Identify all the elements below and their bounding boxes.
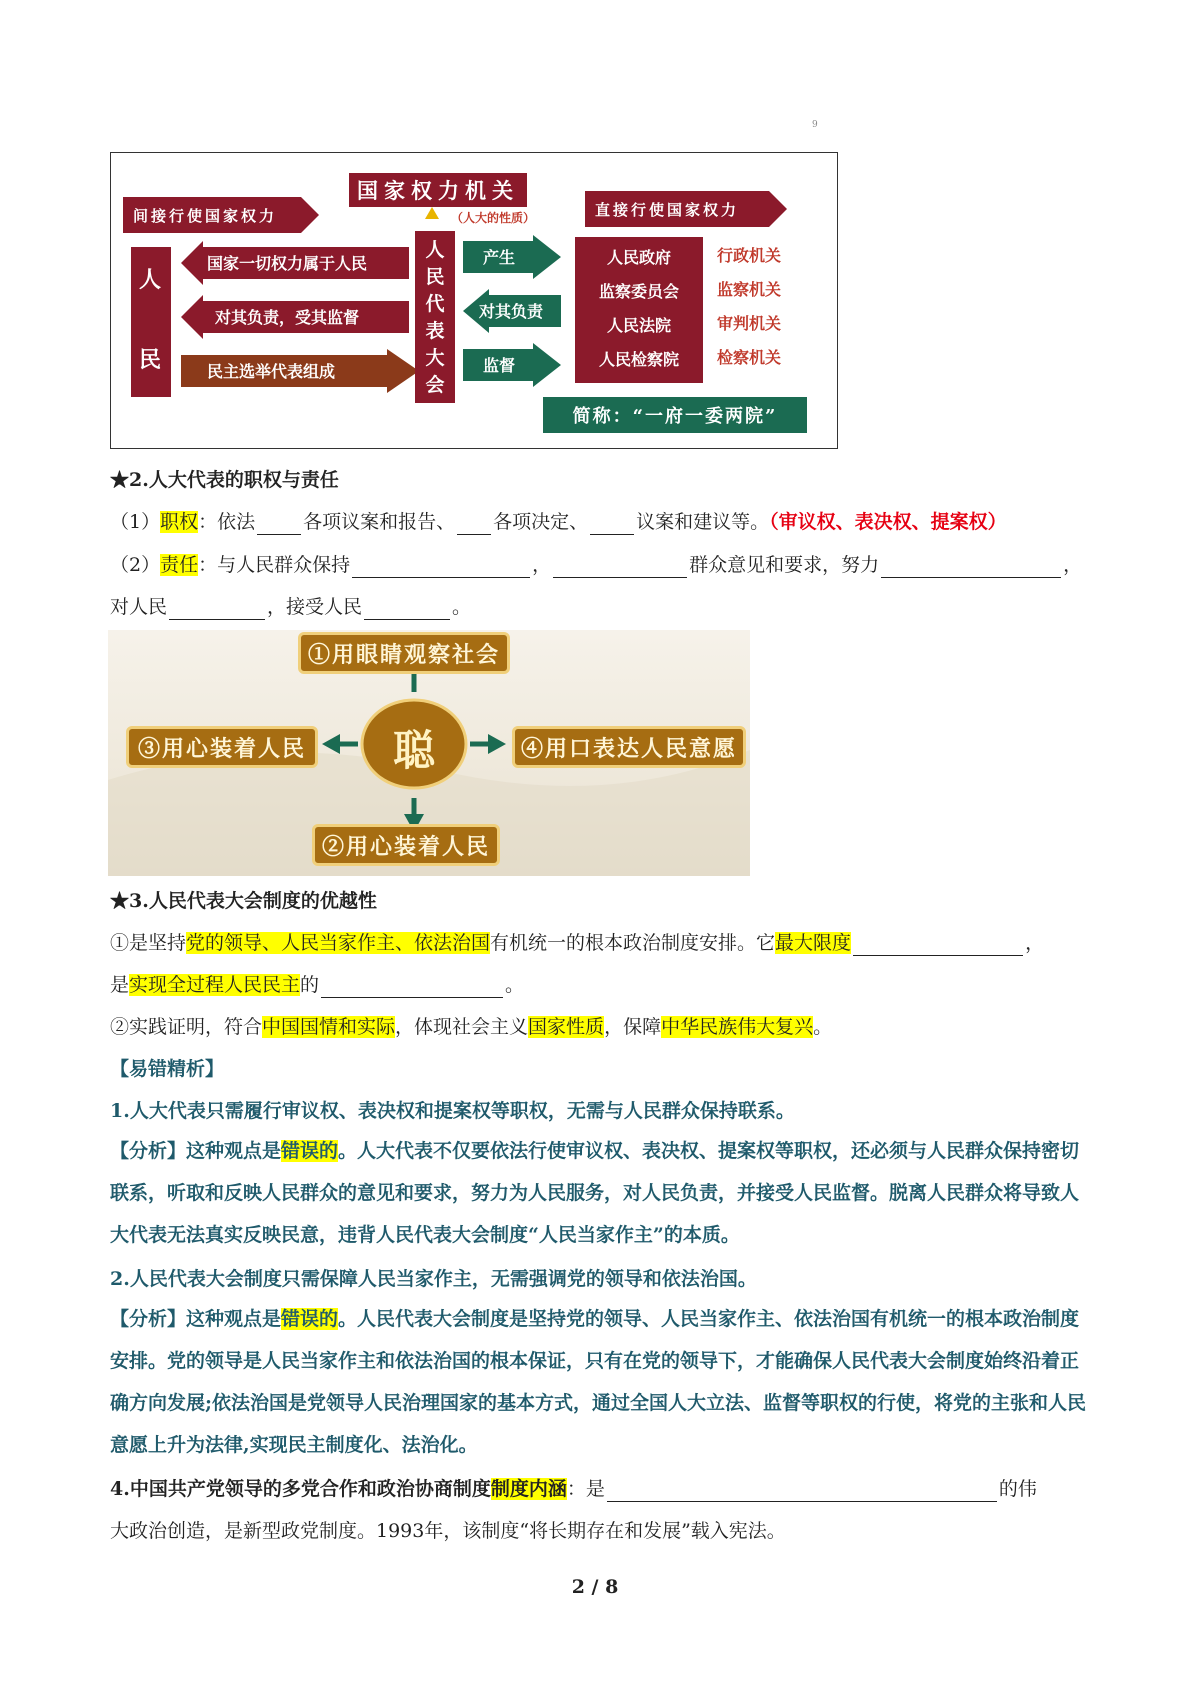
organ-type-supervisory: 监察机关 — [717, 280, 782, 299]
p1-highlight-unity: 党的领导、人民当家作主、依法治国 — [186, 932, 491, 954]
supervise-arrow-label: 监督 — [483, 356, 516, 375]
p2-text-b: 的 — [300, 974, 320, 996]
produce-arrow-label: 产生 — [483, 248, 516, 267]
section4-line2: 大政治创造，是新型政党制度。1993年，该制度“将长期存在和发展”载入宪法。 — [110, 1520, 786, 1542]
left-arrow-2-label: 对其负责，受其监督 — [215, 308, 360, 327]
p1-highlight-max: 最大限度 — [775, 932, 852, 954]
abbreviation-banner: 简称：“一府一委两院” — [543, 397, 807, 433]
p3-text-d: 。 — [813, 1016, 833, 1038]
a2-text: 。人民代表大会制度是坚持党的领导、人民当家作主、依法治国有机统一的根本政治制度安排。党的领导是人民当家作主和依法治国的根本保证，只有在党的领导下，才能确保人民代表大会制度始终沿着正确方向发展;依法治国是党领导人民治理国家的基本方式，通过全国人大立法、监督等职权的行使，将党的主张和人民意愿上升为法律,实现民主制度化、法治化。 — [110, 1308, 1087, 1456]
state-power-organ-title: 国家权力机关 — [349, 173, 527, 207]
l1-text-a: ：依法 — [198, 511, 256, 533]
npc-char-2: 民 — [425, 266, 445, 288]
people-box — [131, 247, 171, 397]
p1-text-b: 有机统一的根本政治制度安排。它 — [490, 932, 776, 954]
error-analysis-1 — [110, 1130, 1090, 1260]
organ-type-executive: 行政机关 — [717, 246, 782, 265]
cong-left-pill: ③用心装着人民 — [126, 726, 318, 768]
section4-colon: ：是 — [566, 1478, 605, 1500]
election-arrow-label: 民主选举代表组成 — [207, 362, 336, 381]
organ-procuratorate: 人民检察院 — [598, 350, 679, 369]
l1-text-d: 议案和建议等。 — [636, 511, 770, 533]
section3-p2 — [110, 972, 524, 998]
section2-line2 — [110, 552, 1082, 578]
npc-char-6: 会 — [425, 374, 445, 396]
blank-guarantee[interactable] — [321, 977, 503, 998]
l1-text-b: 各项议案和报告、 — [303, 511, 456, 533]
p2-text-a: 是 — [110, 974, 130, 996]
organs-box — [575, 237, 703, 383]
left-arrow-1-label: 国家一切权力属于人民 — [207, 254, 368, 273]
powers-answer: （审议权、表决权、提案权） — [769, 511, 1007, 533]
people-char-top: 人 — [139, 267, 162, 293]
cong-bottom-pill: ②用心装着人民 — [312, 824, 500, 866]
l1-prefix: （1） — [110, 511, 161, 533]
p1-text-a: ①是坚持 — [110, 932, 187, 954]
section3-title: ★3.人民代表大会制度的优越性 — [110, 890, 377, 912]
blank-creation[interactable] — [607, 1481, 997, 1502]
section4-tail: 的伟 — [998, 1478, 1037, 1500]
npc-box — [415, 231, 455, 403]
powers-highlight: 职权 — [160, 511, 199, 533]
blank-propose[interactable] — [590, 514, 634, 535]
error-question-1: 1.人大代表只需履行审议权、表决权和提案权等职权，无需与人民群众保持联系。 — [110, 1100, 795, 1122]
organ-type-procuratorial: 检察机关 — [717, 348, 782, 367]
blank-max[interactable] — [853, 935, 1023, 956]
l2-text-c: 群众意见和要求，努力 — [689, 554, 880, 576]
a1-text: 。人大代表不仅要依法行使审议权、表决权、提案权等职权，还必须与人民群众保持密切联系，听取和反映人民群众的意见和要求，努力为人民服务，对人民负责，并接受人民监督。脱离人民群众将导致人大代表无法真实反映民意，违背人民代表大会制度“人民当家作主”的本质。 — [110, 1140, 1080, 1246]
section2-title: ★2.人大代表的职权与责任 — [110, 469, 339, 491]
section4-highlight: 制度内涵 — [490, 1478, 567, 1500]
a1-prefix: 【分析】这种观点是 — [110, 1140, 282, 1162]
npc-nature-note: （人大的性质） — [451, 211, 536, 225]
blank-contact[interactable] — [352, 557, 530, 578]
organ-government: 人民政府 — [606, 248, 671, 267]
cong-diagram — [108, 630, 750, 876]
duty-highlight: 责任 — [160, 554, 199, 576]
a2-highlight-wrong: 错误的 — [281, 1308, 339, 1330]
section4-line1 — [110, 1476, 1037, 1502]
npc-char-4: 表 — [425, 320, 445, 342]
a1-highlight-wrong: 错误的 — [281, 1140, 339, 1162]
direct-power-label: 直接行使国家权力 — [595, 201, 740, 219]
organ-court: 人民法院 — [606, 316, 671, 335]
cong-top-pill: ①用眼睛观察社会 — [298, 632, 510, 674]
blank-serve[interactable] — [881, 557, 1061, 578]
cong-right-pill: ④用口表达人民意愿 — [512, 726, 746, 768]
organ-type-judicial: 审判机关 — [717, 314, 782, 333]
blank-vote[interactable] — [457, 514, 491, 535]
section2-line3 — [110, 594, 471, 620]
npc-structure-diagram — [110, 152, 838, 449]
p3-text-a: ②实践证明，符合 — [110, 1016, 263, 1038]
npc-char-1: 人 — [425, 239, 445, 261]
up-arrow-icon — [425, 207, 439, 219]
responsible-arrow-label: 对其负责 — [479, 302, 544, 321]
a2-prefix: 【分析】这种观点是 — [110, 1308, 282, 1330]
blank-responsible[interactable] — [169, 599, 265, 620]
organ-supervision: 监察委员会 — [598, 282, 679, 301]
cong-center-char: 聪 — [392, 726, 435, 775]
l2-text-b: ， — [532, 554, 552, 576]
l3-text-a: 对人民 — [110, 596, 168, 618]
p3-text-c: ，保障 — [604, 1016, 662, 1038]
l2-text-d: ， — [1063, 554, 1083, 576]
corner-mark: 9 — [812, 120, 818, 130]
p3-highlight-conditions: 中国国情和实际 — [262, 1016, 396, 1038]
blank-supervision[interactable] — [364, 599, 450, 620]
section3-p1 — [110, 930, 1044, 956]
blank-review[interactable] — [257, 514, 301, 535]
page-number: 2 / 8 — [571, 1576, 619, 1598]
error-analysis-2 — [110, 1298, 1090, 1470]
l2-text-a: ：与人民群众保持 — [198, 554, 351, 576]
indirect-power-label: 间接行使国家权力 — [133, 207, 278, 225]
p2-text-c: 。 — [505, 974, 525, 996]
l2-prefix: （2） — [110, 554, 161, 576]
p3-highlight-rejuvenation: 中华民族伟大复兴 — [661, 1016, 814, 1038]
section2-line1 — [110, 509, 1007, 535]
p2-highlight-democracy: 实现全过程人民民主 — [129, 974, 301, 996]
p3-highlight-nature: 国家性质 — [528, 1016, 605, 1038]
l1-text-c: 各项决定、 — [493, 511, 589, 533]
section3-p3 — [110, 1014, 832, 1040]
npc-char-3: 代 — [425, 293, 445, 315]
section4-title: 4.中国共产党领导的多党合作和政治协商制度 — [110, 1478, 491, 1500]
p3-text-b: ，体现社会主义 — [395, 1016, 529, 1038]
errors-title: 【易错精析】 — [110, 1058, 225, 1080]
blank-listen[interactable] — [553, 557, 687, 578]
l3-text-b: ，接受人民 — [267, 596, 363, 618]
p1-text-c: ， — [1025, 932, 1045, 954]
npc-char-5: 大 — [425, 347, 445, 369]
l3-text-c: 。 — [452, 596, 472, 618]
error-question-2: 2.人民代表大会制度只需保障人民当家作主，无需强调党的领导和依法治国。 — [110, 1268, 757, 1290]
people-char-bottom: 民 — [139, 347, 162, 373]
